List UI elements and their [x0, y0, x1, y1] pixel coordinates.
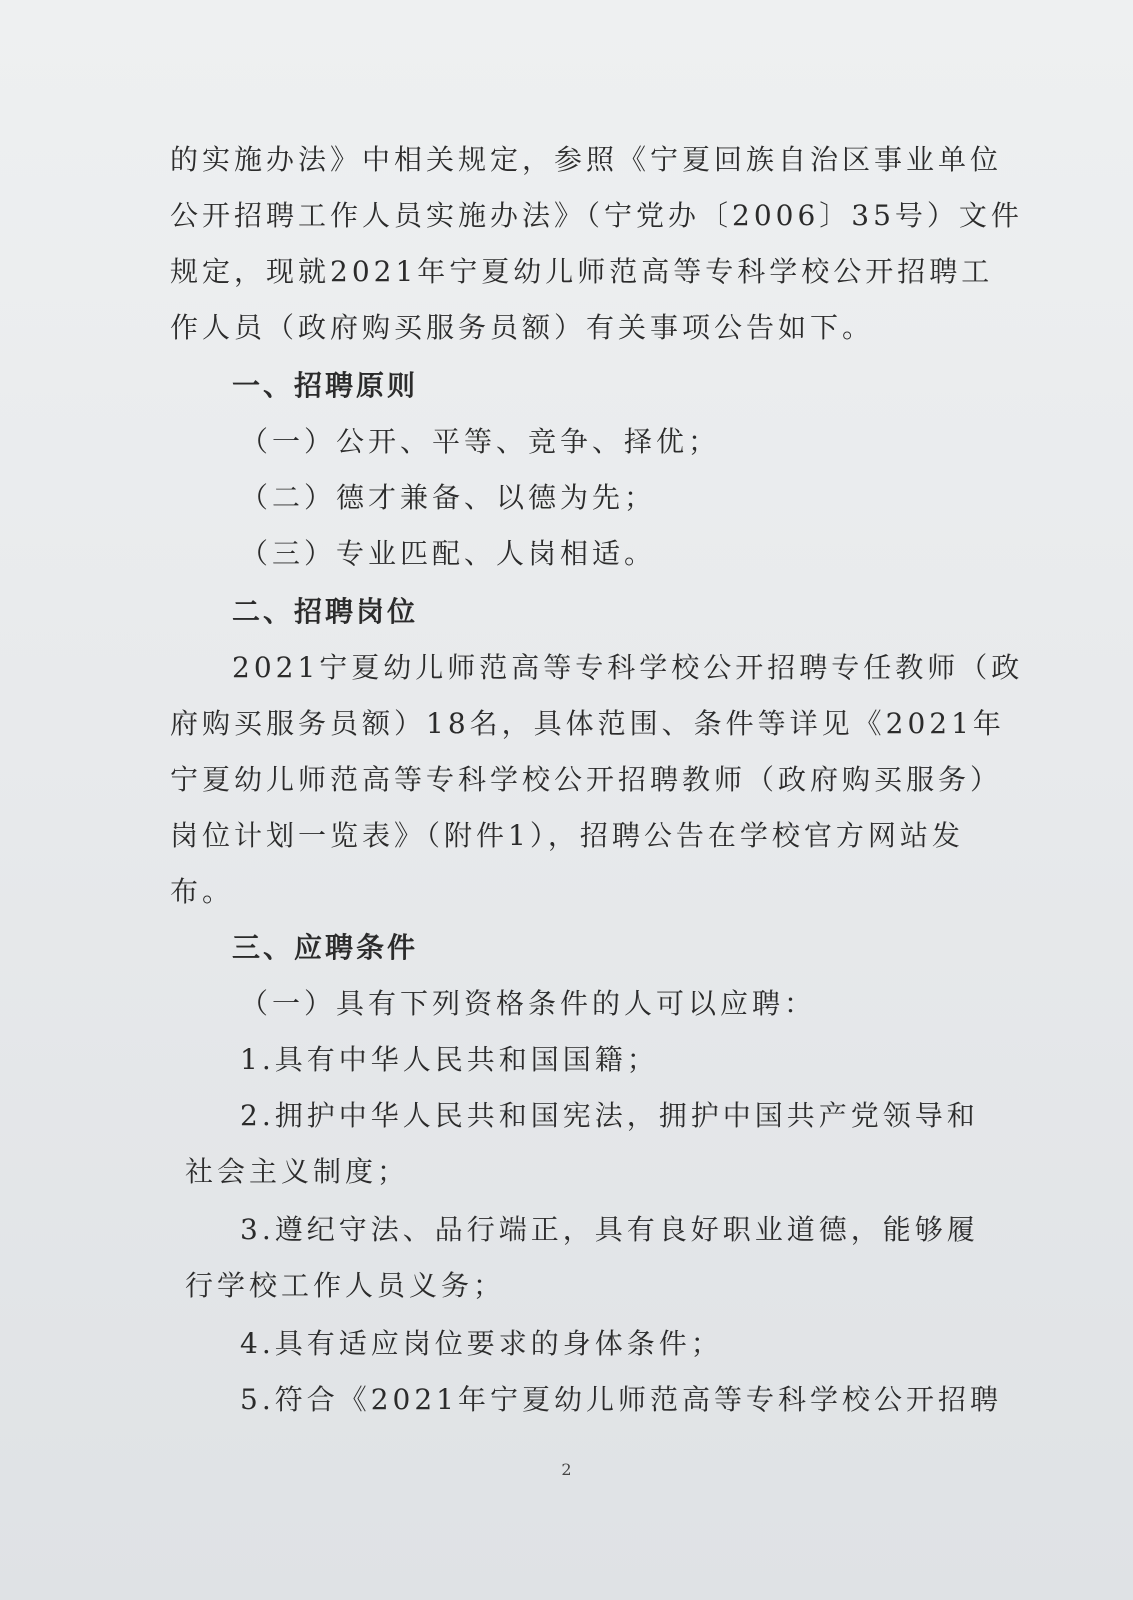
page-number: 2	[561, 1460, 572, 1479]
body-line: 府购买服务员额）18名，具体范围、条件等详见《2021年	[170, 707, 1005, 740]
list-item: 2.拥护中华人民共和国宪法，拥护中国共产党领导和	[240, 1099, 979, 1132]
list-item: 4.具有适应岗位要求的身体条件；	[240, 1327, 723, 1360]
body-line: 规定，现就2021年宁夏幼儿师范高等专科学校公开招聘工	[170, 255, 994, 288]
body-line: 布。	[170, 875, 235, 908]
section-heading: 三、应聘条件	[232, 931, 419, 964]
list-item: 3.遵纪守法、品行端正，具有良好职业道德，能够履	[240, 1213, 979, 1246]
body-line: 的实施办法》中相关规定，参照《宁夏回族自治区事业单位	[170, 143, 1003, 176]
list-item: （二）德才兼备、以德为先；	[240, 481, 657, 514]
list-item: 5.符合《2021年宁夏幼儿师范高等专科学校公开招聘	[240, 1383, 1002, 1416]
list-item-continued: 行学校工作人员义务；	[185, 1269, 506, 1302]
list-item-continued: 社会主义制度；	[185, 1155, 410, 1188]
list-item: 1.具有中华人民共和国国籍；	[240, 1043, 659, 1076]
body-line: 作人员（政府购买服务员额）有关事项公告如下。	[170, 311, 875, 344]
section-heading: 二、招聘岗位	[232, 595, 419, 628]
list-item: （三）专业匹配、人岗相适。	[240, 537, 657, 570]
body-line: 公开招聘工作人员实施办法》（宁党办〔2006〕35号）文件	[170, 199, 1023, 232]
body-line: 2021宁夏幼儿师范高等专科学校公开招聘专任教师（政	[232, 651, 1024, 684]
body-line: 岗位计划一览表》（附件1），招聘公告在学校官方网站发	[170, 819, 964, 852]
section-heading: 一、招聘原则	[232, 369, 419, 402]
list-item: （一）公开、平等、竞争、择优；	[240, 425, 721, 458]
sub-heading: （一）具有下列资格条件的人可以应聘：	[240, 987, 817, 1020]
body-line: 宁夏幼儿师范高等专科学校公开招聘教师（政府购买服务）	[170, 763, 1003, 796]
